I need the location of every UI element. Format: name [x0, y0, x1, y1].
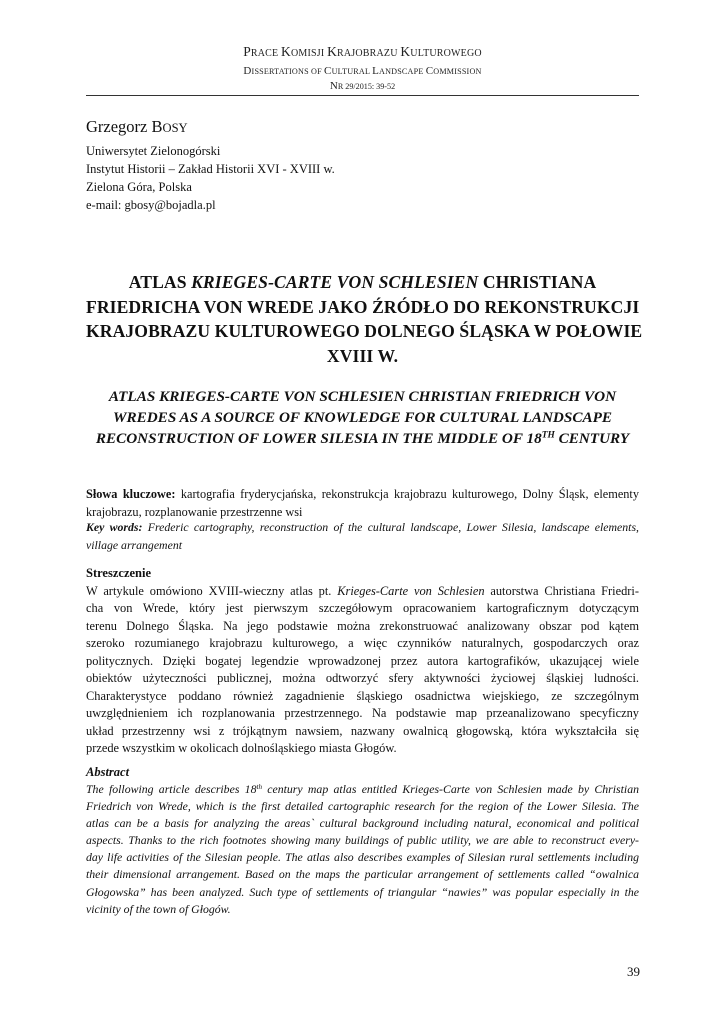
article-title-en — [86, 386, 639, 449]
title-en-line: ATLAS KRIEGES-CARTE VON SCHLESIEN CHRISTIAN FRIEDRICH VON — [108, 388, 617, 405]
journal-title-part: K — [400, 44, 411, 59]
article-title-pl — [86, 270, 643, 368]
abstract-heading: Abstract — [86, 765, 130, 779]
abstract-text: The following article describes 18 — [86, 782, 257, 796]
journal-title — [86, 44, 639, 60]
journal-subtitle-part: C — [425, 65, 434, 77]
abstract-line: Friedrich von Wrede, which is the first detailed cartographic research for the region of the Lower Silesia. The — [86, 799, 639, 814]
affiliation-institute: Instytut Historii – Zakład Historii XVI - XVIII w. — [86, 162, 335, 176]
title-en-text: CENTURY — [554, 430, 630, 447]
streszczenie-line: przede wszystkim w okolicach dolnośląskiego miasta Głogów. — [86, 741, 397, 756]
journal-title-part: P — [243, 44, 251, 59]
affiliation-university: Uniwersytet Zielonogórski — [86, 144, 221, 158]
streszczenie-line: Charakterystyce poddano również zagadnienie śląskiego osadnictwa wiejskiego, ze szczególnym — [86, 688, 639, 703]
keywords-pl-text: kartografia fryderycjańska, rekonstrukcja krajobrazu kulturowego, Dolny Śląsk, elementy krajobrazu, rozplanowanie przestrzenne wsi — [86, 487, 639, 519]
streszczenie-atlas-name: Krieges-Carte von Schlesien — [337, 584, 485, 598]
streszczenie-heading: Streszczenie — [86, 566, 152, 580]
issue-number — [86, 80, 639, 92]
abstract-line: their dimensional arrangement. Based on the maps the particular arrangement of settlements called “owalnica — [86, 867, 639, 882]
streszczenie-line: uwzględnieniem ich rozplanowania przestrzennego. Na podstawie map przeanalizowano specyficzny — [86, 706, 639, 721]
streszczenie-line: politycznych. Dzięki bogatej legendzie wprowadzonej przez autora kartografików, ukazującej wiele — [86, 653, 639, 668]
title-pl-line: FRIEDRICHA VON WREDE JAKO ŹRÓDŁO DO REKONSTRUKCJI — [86, 296, 640, 317]
abstract-text: century map atlas entitled Krieges-Carte von Schlesien made by Christian — [262, 782, 639, 796]
title-pl-line: KRAJOBRAZU KULTUROWEGO DOLNEGO ŚLĄSKA W POŁOWIE — [86, 321, 643, 341]
journal-title-part: ULTUROWEGO — [410, 48, 482, 59]
abstract-line: day life activities of the Silesian people. The atlas also describes examples of Silesian rural settlements including — [86, 850, 639, 865]
title-en-text: RECONSTRUCTION OF LOWER SILESIA IN THE MIDDLE OF 18 — [95, 430, 542, 447]
journal-subtitle-part: D — [243, 65, 252, 77]
abstract-line: Głogowska” has been analyzed. Such type of settlements of triangular “nawies” was popular especially in the — [86, 884, 639, 899]
author-surname-initial: B — [151, 117, 163, 136]
title-pl-word: CHRISTIANA — [478, 272, 597, 292]
issue-number-text: R 29/2015: 39-52 — [337, 82, 396, 91]
title-en-line — [86, 428, 639, 449]
journal-title-part: RACE — [250, 48, 282, 59]
streszczenie-line — [86, 583, 639, 600]
abstract-line: atlas can be a basis for analyzing the areas` cultural background including natural, economical and political — [86, 816, 639, 831]
author-email: e-mail: gbosy@bojadla.pl — [86, 198, 216, 212]
keywords-en-label: Key words: — [86, 520, 143, 534]
abstract-line: aspects. Thanks to the rich footnotes showing many buildings of public utility, we are able to reconstruct every- — [86, 833, 639, 848]
streszczenie-body — [86, 583, 639, 758]
journal-subtitle-part: C — [324, 65, 332, 77]
title-pl-line: XVIII W. — [326, 345, 399, 366]
title-pl-word: ATLAS — [128, 272, 192, 292]
abstract-body — [86, 781, 639, 918]
author-affiliation — [86, 142, 335, 214]
journal-subtitle-part: ANDSCAPE — [379, 67, 426, 76]
author-surname-rest: OSY — [162, 121, 188, 135]
streszczenie-line: cha von Wrede, który jest pierwszym szczegółowym opracowaniem kartograficznym dotyczącym — [86, 601, 639, 616]
journal-title-part: RAJOBRAZU — [337, 48, 401, 59]
journal-subtitle-part: ULTURAL — [331, 67, 373, 76]
title-en-superscript: TH — [541, 430, 555, 441]
title-pl-line — [86, 270, 639, 295]
journal-subtitle-part: ISSERTATIONS OF — [251, 67, 325, 76]
streszczenie-line: układ przestrzenny wsi z trójkątnym nawsiem, nazwany owalnicą głogowską, która wykształciła się — [86, 723, 639, 738]
title-en-line: WREDES AS A SOURCE OF KNOWLEDGE FOR CULTURAL LANDSCAPE — [112, 409, 613, 426]
header-divider — [86, 95, 639, 96]
journal-title-part: K — [327, 44, 338, 59]
author-first-name: Grzegorz — [86, 117, 152, 136]
abstract-line: vicinity of the town of Głogów. — [86, 901, 231, 916]
abstract-line — [86, 781, 639, 798]
streszczenie-line: szeroko rozumianego krajobrazu kulturowego, a więc czynników naturalnych, gospodarczych oraz — [86, 636, 639, 651]
journal-subtitle-part: OMMISSION — [433, 67, 482, 76]
journal-title-part: OMISJI — [290, 48, 328, 59]
streszczenie-line: obiektów użyteczności publicznej, można odtworzyć sfery aktywności życiowej śląskiej ludności. — [86, 671, 639, 686]
author-name — [86, 117, 188, 137]
abstract-superscript: th — [256, 783, 262, 792]
keywords-pl — [86, 486, 639, 521]
streszczenie-line: terenu Dolnego Śląska. Na jego podstawie można zrekonstruować analizowany obszar pod kątem — [86, 618, 639, 633]
keywords-en-text: Frederic cartography, reconstruction of the cultural landscape, Lower Silesia, landscape elements, village arrangement — [86, 520, 639, 552]
streszczenie-text: W artykule omówiono XVIII-wieczny atlas pt. — [86, 584, 338, 598]
keywords-pl-label: Słowa kluczowe: — [86, 487, 176, 501]
keywords-en — [86, 519, 639, 554]
journal-title-part: K — [281, 44, 291, 59]
title-pl-atlas-name: KRIEGES-CARTE VON SCHLESIEN — [191, 272, 479, 292]
issue-number-initial: N — [329, 80, 338, 92]
journal-subtitle — [86, 65, 639, 77]
journal-subtitle-part: L — [372, 65, 380, 77]
page-number: 39 — [627, 964, 640, 979]
streszczenie-text: autorstwa Christiana Friedri- — [484, 584, 639, 598]
affiliation-city: Zielona Góra, Polska — [86, 180, 192, 194]
